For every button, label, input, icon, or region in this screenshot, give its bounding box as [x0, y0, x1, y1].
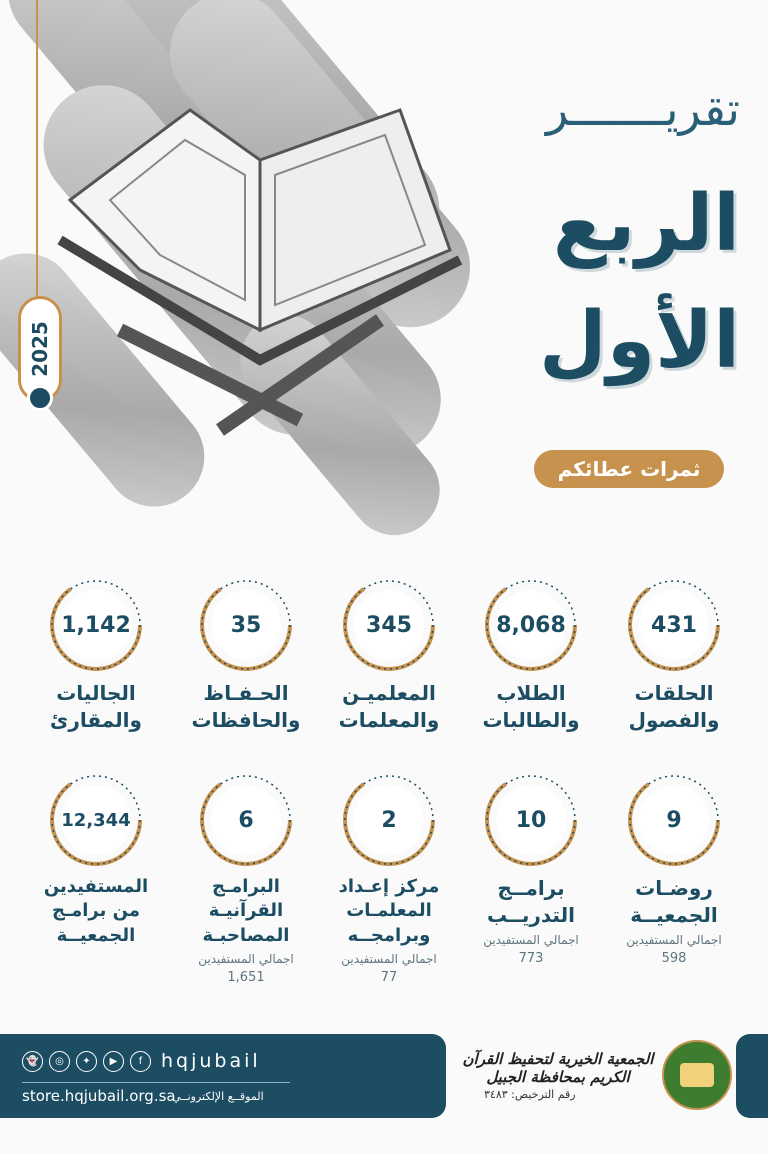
year-line — [36, 0, 38, 300]
title-line-first: الأول — [539, 296, 740, 386]
organization-logo — [662, 1040, 732, 1110]
footer-bar — [0, 1034, 446, 1118]
facebook-icon[interactable]: f — [130, 1051, 151, 1072]
stat-label: القرآنيـة — [208, 900, 284, 922]
title-line-rub: الربع — [552, 179, 740, 269]
organization-name: الجمعية الخيرية لتحفيظ القرآن الكريم بمحافظة الجبيل — [462, 1050, 654, 1086]
footer-divider — [22, 1082, 290, 1083]
stat-beneficiaries — [26, 773, 166, 948]
quran-hero-image — [0, 0, 500, 500]
stat-label: والفصول — [628, 708, 720, 732]
youtube-icon[interactable]: ▶ — [103, 1051, 124, 1072]
stat-label: الجمعيــة — [630, 903, 718, 927]
social-handle[interactable]: hqjubail — [161, 1050, 261, 1072]
stat-sub-label: اجمالي المستفيدين — [483, 933, 579, 947]
stat-label: الحلقات — [634, 681, 714, 705]
stat-training — [461, 773, 601, 966]
stat-value: 12,344 — [61, 809, 131, 831]
snapchat-icon[interactable]: 👻 — [22, 1051, 43, 1072]
stat-label: والحافظات — [191, 708, 301, 732]
website-label: الموقــع الإلكترونــي — [172, 1090, 264, 1103]
footer-accent — [736, 1034, 768, 1118]
twitter-icon[interactable]: ✦ — [76, 1051, 97, 1072]
stat-label: والمقارئ — [50, 708, 142, 732]
year-text: 2025 — [28, 321, 53, 377]
open-book-icon — [0, 0, 500, 500]
stat-kindergartens — [604, 773, 744, 966]
instagram-icon[interactable]: ◎ — [49, 1051, 70, 1072]
stat-halaqat — [604, 578, 744, 734]
stat-communities — [26, 578, 166, 734]
stat-label: الجاليات — [56, 681, 136, 705]
stat-huffaz — [176, 578, 316, 734]
stat-label: روضـات — [635, 876, 713, 900]
stat-sub-label: اجمالي المستفيدين — [198, 951, 294, 966]
stat-value: 1,142 — [61, 612, 131, 638]
stat-label: والطالبات — [482, 708, 580, 732]
stat-label: برامــج — [497, 876, 565, 900]
website-link[interactable]: store.hqjubail.org.sa — [22, 1087, 176, 1105]
stat-value: 345 — [366, 612, 412, 638]
stat-label: من برامـج — [51, 900, 140, 922]
stat-label: الطلاب — [496, 681, 566, 705]
stat-label: المعلميـن — [342, 681, 436, 705]
stat-label: الحـفـاظ — [203, 681, 289, 705]
stat-sub-value: 598 — [661, 951, 687, 966]
stat-teacher-center — [319, 773, 459, 985]
stat-quran-programs — [176, 773, 316, 985]
stat-label: البرامـج — [212, 876, 280, 897]
stat-label: التدريــب — [487, 903, 575, 927]
stat-value: 35 — [230, 612, 262, 638]
stat-value: 8,068 — [496, 612, 566, 638]
book-icon — [680, 1063, 714, 1087]
stat-label: الجمعيــة — [56, 924, 136, 946]
stat-label: والمعلمات — [338, 708, 440, 732]
stat-students — [461, 578, 601, 734]
stat-sub-label: اجمالي المستفيدين — [341, 951, 437, 966]
stat-value: 2 — [381, 807, 397, 833]
stat-label: المعلمـات — [346, 900, 432, 922]
stat-sub-value: 1,651 — [227, 969, 265, 985]
stat-label: وبرامجــه — [347, 924, 431, 946]
title-quarter — [539, 166, 740, 400]
stat-label: المستفيدين — [43, 876, 149, 897]
license-number: رقم الترخيص: ٣٤٨٣ — [484, 1088, 576, 1101]
stat-value: 9 — [666, 807, 682, 833]
year-dot — [27, 385, 53, 411]
stat-label: المصاحبـة — [202, 924, 290, 946]
tagline-badge: ثمرات عطائكم — [534, 450, 724, 488]
stat-value: 431 — [651, 612, 697, 638]
stat-sub-value: 77 — [380, 969, 398, 985]
title-report: تقريـــــــر — [546, 82, 740, 136]
stat-value: 6 — [238, 807, 254, 833]
stat-sub-value: 773 — [518, 951, 544, 966]
stat-label: مركز إعـداد — [338, 876, 440, 897]
social-links — [22, 1050, 261, 1072]
stat-teachers — [319, 578, 459, 734]
stat-sub-label: اجمالي المستفيدين — [626, 933, 722, 947]
stat-value: 10 — [515, 807, 547, 833]
